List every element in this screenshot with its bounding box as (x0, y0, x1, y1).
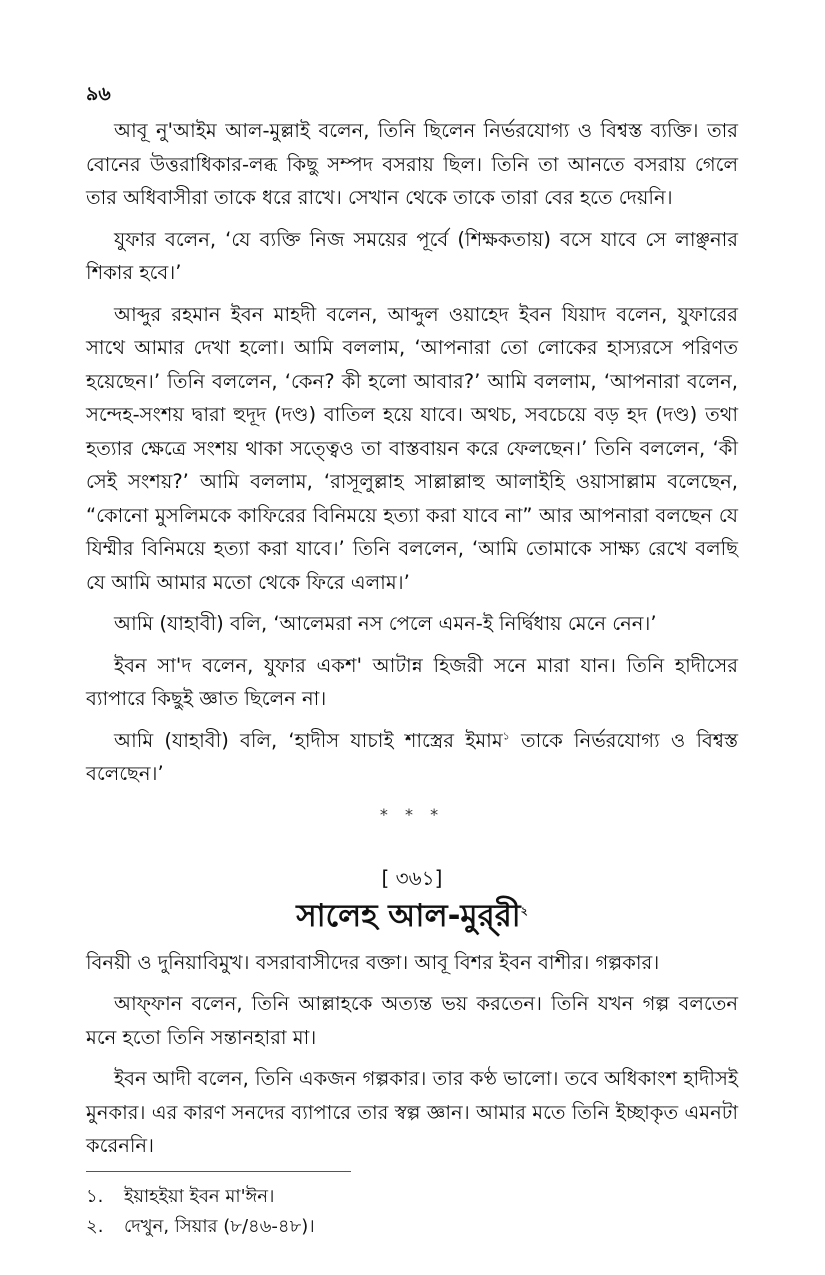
footnote-text: ইয়াহইয়া ইবন মা'ঈন। (124, 1185, 275, 1207)
entry-section (86, 864, 738, 1163)
paragraph: আবূ নু'আইম আল-মুল্লাই বলেন, তিনি ছিলেন নির্ভরযোগ্য ও বিশ্বস্ত ব্যক্তি। তার বোনের উত্তরাধিকার-লব্ধ কিছু সম্পদ বসরায় ছিল। তিনি তা আনতে বসরায় গেলে তার অধিবাসীরা তাকে ধরে রাখে। সেখান থেকে তাকে তারা বের হতে দেয়নি। (86, 119, 738, 209)
book-page (86, 80, 738, 1242)
footnote-number: ২. (86, 1215, 104, 1237)
paragraph-text: আমি (যাহাবী) বলি, ‘হাদীস যাচাই শাস্ত্রের ইমাম (114, 728, 503, 752)
footnote-text: দেখুন, সিয়ার (৮/৪৬-৪৮)। (124, 1215, 315, 1237)
paragraph: আমি (যাহাবী) বলি, ‘আলেমরা নস পেলে এমন-ই নির্দ্বিধায় মেনে নেন।’ (114, 612, 657, 635)
paragraph: আফ্ফান বলেন, তিনি আল্লাহকে অত্যন্ত ভয় করতেন। তিনি যখন গল্প বলতেন মনে হতো তিনি সন্তানহারা মা। (86, 992, 738, 1049)
footnote-mark[interactable]: ২ (520, 904, 528, 918)
entry-number: [ ৩৬১] (381, 865, 443, 890)
previous-entry-section (86, 114, 738, 824)
section-divider: * * * (379, 804, 445, 824)
footnote-mark[interactable]: ১ (502, 729, 510, 742)
footnote (86, 1212, 738, 1242)
footnotes (86, 1182, 738, 1242)
paragraph-with-footnote (86, 724, 738, 791)
paragraph: যুফার বলেন, ‘যে ব্যক্তি নিজ সময়ের পূর্বে (শিক্ষকতায়) বসে যাবে সে লাঞ্ছনার শিকার হবে।’ (86, 227, 738, 284)
footnote-divider (86, 1171, 351, 1172)
entry-title-text: সালেহ আল-মুর্‌রী (296, 897, 521, 934)
entry-intro: বিনয়ী ও দুনিয়াবিমুখ। বসরাবাসীদের বক্তা। আবূ বিশর ইবন বাশীর। গল্পকার। (86, 950, 660, 974)
paragraph-text: তাকে নির্ভরযোগ্য ও বিশ্বস্ত বলেছেন।’ (86, 728, 738, 785)
footnote-number: ১. (86, 1185, 104, 1207)
footnote (86, 1182, 738, 1212)
paragraph: আব্দুর রহমান ইবন মাহদী বলেন, আব্দুল ওয়াহেদ ইবন যিয়াদ বলেন, যুফারের সাথে আমার দেখা হলো। আমি বললাম, ‘আপনারা তো লোকের হাস্যরসে পরিণত হয়েছেন।’ তিনি বললেন, ‘কেন? কী হলো আবার?’ আমি বললাম, ‘আপনারা বলেন, সন্দেহ-সংশয় দ্বারা হুদূদ (দণ্ড) বাতিল হয়ে যাবে। অথচ, সবচেয়ে বড় হদ (দণ্ড) তথা হত্যার ক্ষেত্রে সংশয় থাকা সত্ত্বেও তা বাস্তবায়ন করে ফেলছেন।’ তিনি বললেন, ‘কী সেই সংশয়?’ আমি বললাম, ‘রাসূলুল্লাহ সাল্লাল্লাহু আলাইহি ওয়াসাল্লাম বলেছেন, “কোনো মুসলিমকে কাফিরের বিনিময়ে হত্যা করা যাবে না” আর আপনারা বলছেন যে যিম্মীর বিনিময়ে হত্যা করা যাবে।’ তিনি বললেন, ‘আমি তোমাকে সাক্ষ্য রেখে বলছি যে আমি আমার মতো থেকে ফিরে এলাম।’ (86, 302, 738, 594)
paragraph: ইবন সা'দ বলেন, যুফার একশ' আটান্ন হিজরী সনে মারা যান। তিনি হাদীসের ব্যাপারে কিছুই জ্ঞাত ছিলেন না। (86, 653, 738, 710)
paragraph: ইবন আদী বলেন, তিনি একজন গল্পকার। তার কণ্ঠ ভালো। তবে অধিকাংশ হাদীসই মুনকার। এর কারণ সনদের ব্যাপারে তার স্বল্প জ্ঞান। আমার মতে তিনি ইচ্ছাকৃত এমনটা করেননি। (86, 1067, 738, 1157)
entry-title (86, 894, 738, 938)
page-number: ৯৬ (86, 83, 111, 105)
